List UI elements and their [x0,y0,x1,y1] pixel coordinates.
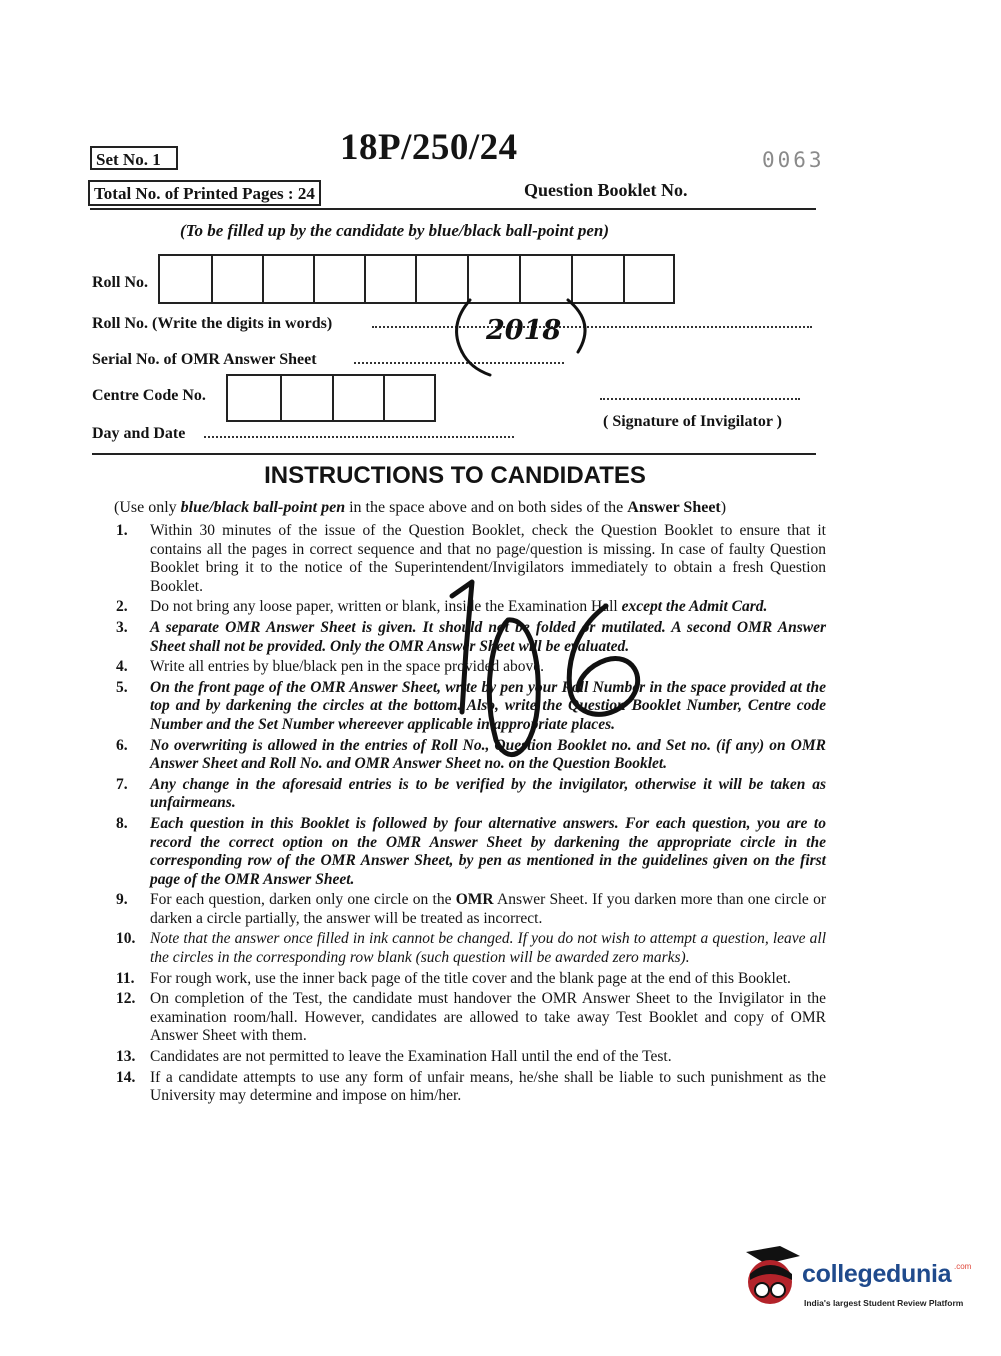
signature-line[interactable] [600,398,800,400]
header-divider [90,208,816,210]
day-date-label: Day and Date [92,425,186,442]
centre-code-boxes[interactable] [226,374,436,422]
question-booklet-label: Question Booklet No. [524,180,688,200]
logo-tld: .com [954,1262,972,1271]
instruction-item: 11. For rough work, use the inner back page of the title cover and the blank page at the end of this Booklet. [116,969,791,987]
instruction-item: 2. Do not bring any loose paper, written or blank, inside the Examination Hall except the Admit Card. [116,598,768,616]
paper-code: 18P/250/24 [340,127,518,168]
handwritten-roll-words: 2018 [486,315,562,346]
roll-no-words-line[interactable] [372,326,812,328]
instruction-item: 1. Within 30 minutes of the issue of the Question Booklet, check the Question Booklet to ensure that it contains all the pages in correct sequence and that no page/question is missing. In case of faulty Question Booklet bring it to the notice of the Superintendent/Invigilators immediately to obtain a fresh Question Booklet. [116,522,826,595]
use-only-note: (Use only blue/black ball-point pen in the space above and on both sides of the Answer Sheet) [114,499,727,516]
roll-no-boxes[interactable] [158,254,675,304]
serial-omr-label: Serial No. of OMR Answer Sheet [92,351,317,368]
instruction-item: 6. No overwriting is allowed in the entries of Roll No., Question Booklet no. and Set no. (if any) on OMR Answer Sheet and Roll No. and OMR Answer Sheet no. on the Question Booklet. [116,736,826,773]
instructions-title: INSTRUCTIONS TO CANDIDATES [264,462,646,489]
total-pages-box: Total No. of Printed Pages : 24 [88,180,321,206]
instructions-list [116,522,826,1108]
fill-note: (To be filled up by the candidate by blue/black ball-point pen) [180,221,610,240]
roll-no-words-label: Roll No. (Write the digits in words) [92,315,333,332]
instruction-item: 5. On the front page of the OMR Answer Sheet, write by pen your Roll Number in the space provided at the top and by darkening the circles at the bottom. Also, write the Question Booklet Number, Centre code Number and the Set Number whereever applicable in appropriate places. [116,678,826,733]
logo-tagline: India's largest Student Review Platform [804,1298,964,1308]
signature-label: ( Signature of Invigilator ) [603,413,782,430]
instruction-item: 12. On completion of the Test, the candidate must handover the OMR Answer Sheet to the Invigilator in the examination room/hall. However, candidates are allowed to take away Test Booklet and copy of OMR Answer Sheet with them. [116,990,826,1045]
serial-omr-line[interactable] [354,362,564,364]
instruction-item: 10. Note that the answer once filled in ink cannot be changed. If you do not wish to attempt a question, leave all the circles in the corresponding row blank (such question will be awarded zero marks). [116,930,826,967]
instruction-item: 7. Any change in the aforesaid entries is to be verified by the invigilator, otherwise it will be taken as unfairmeans. [116,775,826,812]
centre-code-label: Centre Code No. [92,387,206,404]
roll-no-label: Roll No. [92,274,148,291]
booklet-number-stamp: 0063 [762,148,825,172]
form-divider [92,453,816,455]
logo-brand: collegedunia [802,1260,952,1288]
instruction-item: 3. A separate OMR Answer Sheet is given. It should not be folded or mutilated. A second OMR Answer Sheet shall not be provided. Only the OMR Answer Sheet will be evaluated. [116,618,826,655]
day-date-line[interactable] [204,436,514,438]
instruction-item: 8. Each question in this Booklet is followed by four alternative answers. For each question, you are to record the correct option on the OMR Answer Sheet by darkening the appropriate circle in the corresponding row of the OMR Answer Sheet, by pen as mentioned in the guidelines given on the first page of the OMR Answer Sheet. [116,814,826,888]
instruction-item: 9. For each question, darken only one circle on the OMR Answer Sheet. If you darken more than one circle or darken a circle partially, the answer will be treated as incorrect. [116,891,826,927]
set-number-box: Set No. 1 [90,146,178,170]
instruction-item: 14. If a candidate attempts to use any form of unfair means, he/she shall be liable to such punishment as the University may determine and impose on him/her. [116,1068,826,1105]
instruction-item: 4. Write all entries by blue/black pen in the space provided above. [116,658,545,676]
instruction-item: 13. Candidates are not permitted to leave the Examination Hall until the end of the Test. [116,1048,672,1066]
